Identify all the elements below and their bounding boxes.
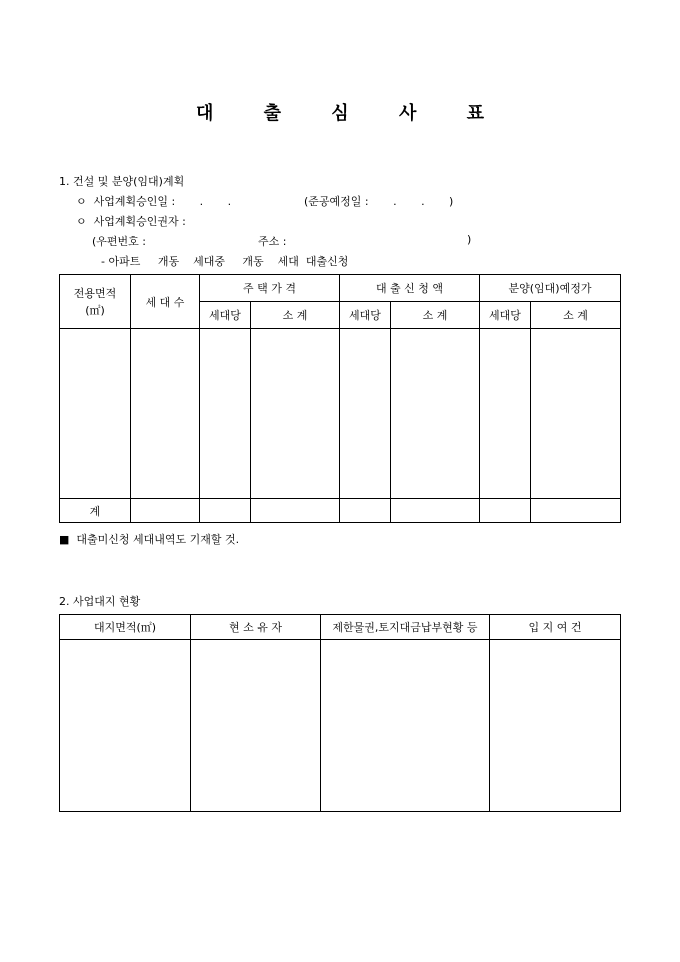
cell-sale-total	[531, 329, 621, 499]
total-sale-per	[480, 499, 531, 523]
total-price-per	[200, 499, 251, 523]
land-status-table	[59, 614, 621, 812]
cell-location	[490, 640, 621, 812]
cell-owner	[191, 640, 321, 812]
header-land-area: 대지면적(㎡)	[60, 615, 191, 640]
sub-price-per: 세대당	[200, 302, 251, 329]
total-loan-total	[391, 499, 480, 523]
header-restriction: 제한물권,토지대금납부현황 등	[321, 615, 490, 640]
cell-loan-per	[340, 329, 391, 499]
header-sale-price: 분양(임대)예정가	[480, 275, 621, 302]
approval-date-line: ㅇ 사업계획승인일 : . .	[76, 195, 232, 208]
postal-code-label: (우편번호 :	[92, 235, 146, 248]
cell-price-per	[200, 329, 251, 499]
note-line: ■ 대출미신청 세대내역도 기재할 것.	[59, 533, 240, 546]
total-loan-per	[340, 499, 391, 523]
loan-review-table	[59, 274, 621, 523]
total-sale-total	[531, 499, 621, 523]
header-owner: 현 소 유 자	[191, 615, 321, 640]
completion-date-line: (준공예정일 : . . )	[304, 195, 454, 208]
table-row	[60, 329, 621, 499]
header-house-price: 주 택 가 격	[200, 275, 340, 302]
section1-heading: 1. 건설 및 분양(임대)계획	[59, 175, 185, 188]
sub-price-total: 소 계	[251, 302, 340, 329]
table-row	[60, 640, 621, 812]
address-close-paren: )	[467, 233, 472, 246]
section2-heading: 2. 사업대지 현황	[59, 595, 141, 608]
total-price-total	[251, 499, 340, 523]
header-area	[60, 275, 131, 329]
sub-loan-total: 소 계	[391, 302, 480, 329]
approval-holder-line: ㅇ 사업계획승인권자 :	[76, 215, 186, 228]
cell-households	[131, 329, 200, 499]
header-households: 세 대 수	[131, 275, 200, 329]
header-location: 입 지 여 건	[490, 615, 621, 640]
cell-land-area	[60, 640, 191, 812]
total-households	[131, 499, 200, 523]
total-label: 계	[60, 499, 131, 523]
total-row	[60, 499, 621, 523]
cell-price-total	[251, 329, 340, 499]
cell-area	[60, 329, 131, 499]
cell-loan-total	[391, 329, 480, 499]
cell-sale-per	[480, 329, 531, 499]
sub-sale-total: 소 계	[531, 302, 621, 329]
header-loan-amount: 대 출 신 청 액	[340, 275, 480, 302]
sub-loan-per: 세대당	[340, 302, 391, 329]
address-label: 주소 :	[258, 235, 287, 248]
page-title: 대 출 심 사 표	[195, 103, 506, 124]
header-area-unit: (㎡)	[85, 303, 105, 317]
cell-restriction	[321, 640, 490, 812]
sub-sale-per: 세대당	[480, 302, 531, 329]
apartment-loan-line: - 아파트 개동 세대중 개동 세대 대출신청	[101, 255, 349, 268]
header-area-label: 전용면적	[73, 286, 117, 300]
